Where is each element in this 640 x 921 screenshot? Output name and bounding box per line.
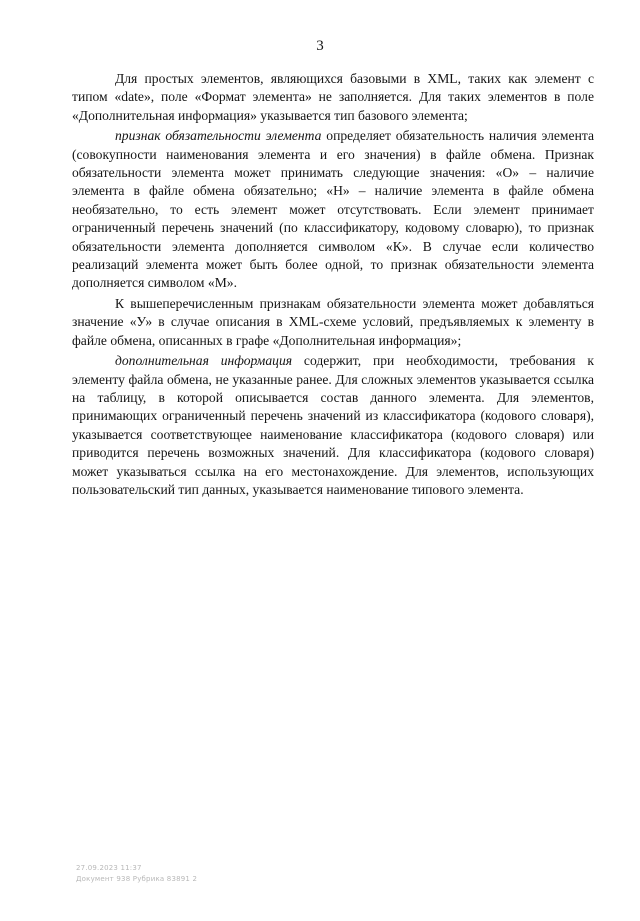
paragraph-obligation-attribute bbox=[72, 127, 594, 293]
paragraph-simple-elements bbox=[72, 70, 594, 125]
paragraph-text: определяет обязательность наличия элемента (совокупности наименования элемента и его значения) в файле обмена. Признак обязательности элемента может принимать следующие значения: «О» – наличие элемента в файле обмена обязательно; «Н» – наличие элемента в файле обмена необязательно, то есть элемент может отсутствовать. Если элемент принимает ограниченный перечень значений (по классификатору, кодовому словарю), то признак обязательности элемента дополняется символом «К». В случае если количество реализаций элемента может быть более одной, то признак обязательности элемента дополняется символом «М». bbox=[72, 128, 594, 291]
term-obligation-attribute: признак обязательности элемента bbox=[115, 128, 322, 144]
paragraph-text: К вышеперечисленным признакам обязательности элемента может добавляться значение «У» в случае описания в XML-схеме условий, предъявляемых к элементу в файле обмена, описанных в графе «Дополнительная информация»; bbox=[72, 295, 594, 348]
registration-stamp-date: 27.09.2023 11:37 bbox=[76, 864, 142, 872]
paragraph-conditional-value bbox=[72, 295, 594, 350]
term-additional-info: дополнительная информация bbox=[115, 353, 293, 369]
paragraph-text: Для простых элементов, являющихся базовыми в XML, таких как элемент с типом «date», поле «Формат элемента» не заполняется. Для таких элементов в поле «Дополнительная информация» указывается тип базового элемента; bbox=[72, 71, 594, 123]
paragraph-additional-info bbox=[72, 352, 594, 499]
document-body bbox=[72, 70, 594, 501]
registration-stamp-id: Документ 938 Рубрика 83891 2 bbox=[76, 875, 198, 883]
paragraph-text: содержит, при необходимости, требования к элементу файла обмена, не указанные ранее. Для сложных элементов указывается ссылка на таблицу, в которой описывается состав данного элемента. Для элементов, принимающих ограниченный перечень значений из классификатора (кодового словаря), указывается соответствующее наименование классификатора (кодового словаря) или приводится перечень возможных значений. Для классификатора (кодового словаря) может указываться ссылка на его местонахождение. Для элементов, использующих пользовательский тип данных, указывается наименование типового элемента. bbox=[72, 353, 594, 497]
page-number: 3 bbox=[316, 38, 324, 54]
